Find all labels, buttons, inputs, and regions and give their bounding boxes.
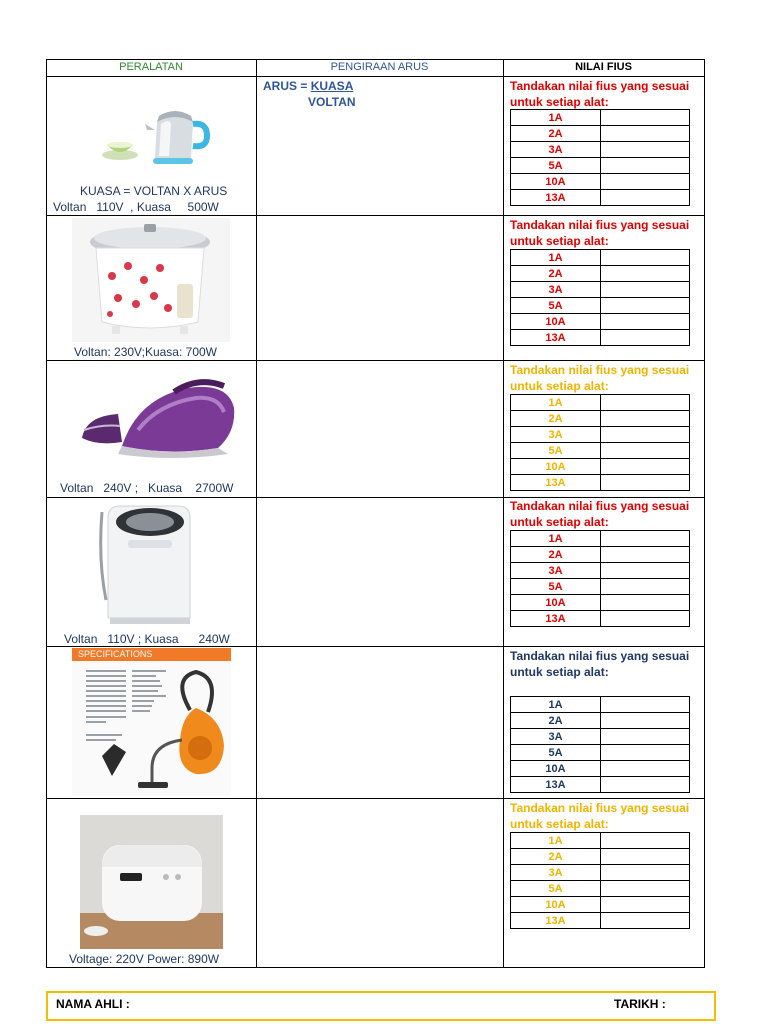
fuse-row[interactable]: [511, 745, 690, 761]
fuse-row[interactable]: [511, 547, 690, 563]
fuse-check-cell[interactable]: [601, 174, 690, 190]
fuse-value: 3A: [511, 563, 601, 579]
fuse-value: 10A: [511, 761, 601, 777]
steam-iron-spec-label: Voltan 240V ; Kuasa 2700W: [60, 481, 234, 495]
fuse-row[interactable]: [511, 881, 690, 897]
member-name-field[interactable]: [138, 995, 598, 1015]
fuse-value: 10A: [511, 595, 601, 611]
fuse-value: 2A: [511, 411, 601, 427]
fuse-row[interactable]: [511, 475, 690, 491]
fuse-value: 3A: [511, 142, 601, 158]
fuse-check-cell[interactable]: [601, 190, 690, 206]
vacuum-cleaner-image: [72, 648, 231, 796]
washing-machine-image: [98, 500, 198, 628]
fuse-prompt-2: Tandakan nilai fius yang sesuai untuk setiap alat:: [510, 218, 690, 248]
fuse-check-cell[interactable]: [601, 298, 690, 314]
fuse-prompt-4: Tandakan nilai fius yang sesuai untuk setiap alat:: [510, 499, 690, 529]
rice-cooker-spec-label: Voltan: 230V;Kuasa: 700W: [74, 345, 217, 359]
fuse-value: 5A: [511, 881, 601, 897]
washing-machine-spec-label: Voltan 110V ; Kuasa 240W: [64, 632, 230, 646]
smart-rice-cooker-spec-label: Voltage: 220V Power: 890W: [69, 952, 220, 966]
fuse-table-1: [510, 109, 690, 206]
current-formula: [263, 79, 353, 93]
fuse-check-cell[interactable]: [601, 531, 690, 547]
fuse-value: 3A: [511, 865, 601, 881]
fuse-row[interactable]: [511, 777, 690, 793]
fuse-check-cell[interactable]: [601, 713, 690, 729]
formula-prefix: ARUS =: [263, 79, 308, 93]
fuse-value: 10A: [511, 174, 601, 190]
fuse-check-cell[interactable]: [601, 563, 690, 579]
fuse-row[interactable]: [511, 314, 690, 330]
fuse-value: 10A: [511, 897, 601, 913]
fuse-value: 2A: [511, 266, 601, 282]
fuse-prompt-1: Tandakan nilai fius yang sesuai untuk setiap alat:: [510, 79, 690, 109]
date-field[interactable]: [668, 995, 712, 1015]
fuse-row[interactable]: [511, 833, 690, 849]
fuse-check-cell[interactable]: [601, 913, 690, 929]
date-label: TARIKH :: [614, 997, 666, 1011]
steam-iron-image: [78, 368, 238, 464]
fuse-table-4: [510, 530, 690, 627]
fuse-value: 1A: [511, 531, 601, 547]
fuse-value: 13A: [511, 913, 601, 929]
fuse-row[interactable]: [511, 158, 690, 174]
fuse-check-cell[interactable]: [601, 579, 690, 595]
rice-cooker-image: [72, 218, 230, 342]
fuse-prompt-3: Tandakan nilai fius yang sesuai untuk setiap alat:: [510, 363, 690, 393]
fuse-check-cell[interactable]: [601, 330, 690, 346]
fuse-row[interactable]: [511, 142, 690, 158]
fuse-row[interactable]: [511, 761, 690, 777]
fuse-check-cell[interactable]: [601, 126, 690, 142]
fuse-value: 10A: [511, 459, 601, 475]
fuse-check-cell[interactable]: [601, 897, 690, 913]
kettle-image: [95, 100, 215, 170]
fuse-value: 2A: [511, 713, 601, 729]
fuse-check-cell[interactable]: [601, 833, 690, 849]
footer-box: [46, 991, 716, 1021]
fuse-value: 13A: [511, 330, 601, 346]
header-pengiraan-arus: PENGIRAAN ARUS: [330, 61, 429, 73]
fuse-row[interactable]: [511, 395, 690, 411]
fuse-row[interactable]: [511, 697, 690, 713]
fuse-value: 3A: [511, 282, 601, 298]
fuse-check-cell[interactable]: [601, 411, 690, 427]
fuse-check-cell[interactable]: [601, 611, 690, 627]
fuse-check-cell[interactable]: [601, 266, 690, 282]
fuse-row[interactable]: [511, 713, 690, 729]
fuse-value: 1A: [511, 697, 601, 713]
fuse-value: 2A: [511, 547, 601, 563]
fuse-value: 3A: [511, 427, 601, 443]
fuse-check-cell[interactable]: [601, 865, 690, 881]
fuse-row[interactable]: [511, 174, 690, 190]
fuse-check-cell[interactable]: [601, 427, 690, 443]
fuse-value: 13A: [511, 475, 601, 491]
kettle-spec-label: Voltan 110V , Kuasa 500W: [53, 200, 219, 214]
formula-denominator: VOLTAN: [308, 95, 356, 109]
fuse-row[interactable]: [511, 250, 690, 266]
fuse-check-cell[interactable]: [601, 158, 690, 174]
fuse-prompt-6: Tandakan nilai fius yang sesuai untuk setiap alat:: [510, 801, 690, 831]
fuse-row[interactable]: [511, 913, 690, 929]
fuse-row[interactable]: [511, 266, 690, 282]
fuse-value: 1A: [511, 250, 601, 266]
kettle-formula-note: KUASA = VOLTAN X ARUS: [80, 184, 228, 198]
fuse-table-6: [510, 832, 690, 929]
fuse-row[interactable]: [511, 459, 690, 475]
fuse-value: 5A: [511, 745, 601, 761]
fuse-check-cell[interactable]: [601, 443, 690, 459]
fuse-row[interactable]: [511, 411, 690, 427]
fuse-row[interactable]: [511, 563, 690, 579]
fuse-check-cell[interactable]: [601, 881, 690, 897]
spec-banner: SPECIFICATIONS: [72, 648, 231, 661]
fuse-row[interactable]: [511, 611, 690, 627]
fuse-value: 5A: [511, 579, 601, 595]
fuse-check-cell[interactable]: [601, 547, 690, 563]
fuse-value: 2A: [511, 126, 601, 142]
fuse-check-cell[interactable]: [601, 777, 690, 793]
fuse-value: 5A: [511, 298, 601, 314]
fuse-check-cell[interactable]: [601, 849, 690, 865]
fuse-row[interactable]: [511, 579, 690, 595]
fuse-value: 10A: [511, 314, 601, 330]
fuse-check-cell[interactable]: [601, 395, 690, 411]
fuse-value: 5A: [511, 443, 601, 459]
fuse-row[interactable]: [511, 427, 690, 443]
header-peralatan: PERALATAN: [119, 61, 183, 73]
fuse-row[interactable]: [511, 531, 690, 547]
fuse-prompt-5: Tandakan nilai fius yang sesuai untuk setiap alat:: [510, 649, 690, 679]
fuse-row[interactable]: [511, 330, 690, 346]
fuse-table-2: [510, 249, 690, 346]
fuse-check-cell[interactable]: [601, 110, 690, 126]
fuse-row[interactable]: [511, 110, 690, 126]
fuse-check-cell[interactable]: [601, 697, 690, 713]
fuse-table-5: [510, 696, 690, 793]
member-name-label: NAMA AHLI :: [56, 997, 130, 1011]
fuse-row[interactable]: [511, 849, 690, 865]
fuse-row[interactable]: [511, 443, 690, 459]
fuse-value: 13A: [511, 190, 601, 206]
fuse-check-cell[interactable]: [601, 142, 690, 158]
fuse-value: 13A: [511, 777, 601, 793]
fuse-row[interactable]: [511, 298, 690, 314]
fuse-row[interactable]: [511, 729, 690, 745]
fuse-row[interactable]: [511, 865, 690, 881]
fuse-value: 13A: [511, 611, 601, 627]
fuse-check-cell[interactable]: [601, 459, 690, 475]
fuse-value: 1A: [511, 833, 601, 849]
fuse-value: 2A: [511, 849, 601, 865]
fuse-value: 3A: [511, 729, 601, 745]
fuse-value: 5A: [511, 158, 601, 174]
fuse-value: 1A: [511, 395, 601, 411]
header-nilai-fius: NILAI FIUS: [575, 61, 632, 73]
fuse-check-cell[interactable]: [601, 475, 690, 491]
formula-numerator: KUASA: [310, 79, 354, 93]
smart-rice-cooker-image: [80, 815, 223, 949]
fuse-row[interactable]: [511, 282, 690, 298]
fuse-row[interactable]: [511, 190, 690, 206]
fuse-check-cell[interactable]: [601, 250, 690, 266]
fuse-check-cell[interactable]: [601, 761, 690, 777]
fuse-check-cell[interactable]: [601, 745, 690, 761]
fuse-value: 1A: [511, 110, 601, 126]
fuse-check-cell[interactable]: [601, 595, 690, 611]
fuse-row[interactable]: [511, 897, 690, 913]
fuse-check-cell[interactable]: [601, 282, 690, 298]
fuse-table-3: [510, 394, 690, 491]
fuse-row[interactable]: [511, 595, 690, 611]
fuse-row[interactable]: [511, 126, 690, 142]
fuse-check-cell[interactable]: [601, 729, 690, 745]
fuse-check-cell[interactable]: [601, 314, 690, 330]
